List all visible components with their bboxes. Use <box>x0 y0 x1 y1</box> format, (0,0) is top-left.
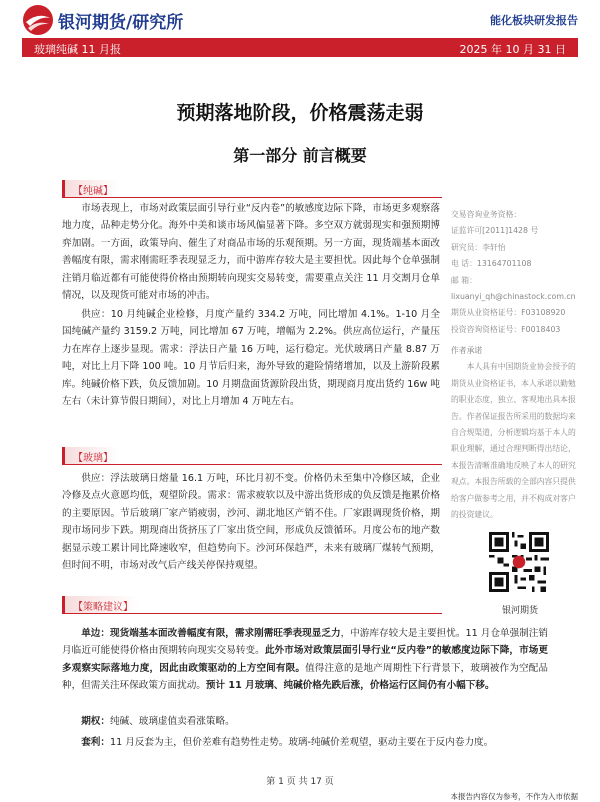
options-text: 纯碱、玻璃虚值卖看涨策略。 <box>109 716 235 727</box>
section-tag-strategy: 【策略建议】 <box>62 596 139 613</box>
report-series: 玻璃纯碱 11 月报 <box>34 43 121 56</box>
strategy-options <box>62 713 548 730</box>
analyst-info <box>451 207 581 338</box>
license-number: 证监许可[2011]1428 号 <box>451 226 539 236</box>
page-mid: 页 共 <box>286 777 308 787</box>
page-number <box>0 774 600 787</box>
soda-paragraph-supply: 供应：10 月纯碱企业检修，月度产量约 334.2 万吨，同比增加 4.1%。1-10 月全国纯碱产量约 3159.2 万吨，同比增加 67 万吨，增幅为 2.2%。供应高位运行，产量压力在库存上逐步显现。需求：浮法日产量 16 万吨，运行稳定。光伏玻璃日产量 8.87 万吨，对比上月下降 100 吨。10 月节后归来，海外导致的避险情绪增加，以及上游阶段累库。纯碱价格下跌，负反馈加剧。10 月期盘面货源阶段出货，期现商月度出货约 16w 吨左右（未计算节假日期间），对比上月增加 4 万吨左右。 <box>62 309 440 408</box>
page-current: 1 <box>278 777 284 787</box>
footer-disclaimer: 本报告内容仅为参考，不作为入市依据 <box>450 792 578 801</box>
report-date: 2025 年 10 月 31 日 <box>459 43 566 56</box>
unilateral-text-2: 值得注意的是地产周期性下行背景下，玻璃被作为空配品种，但需关注环保政策方面扰动。 <box>62 662 549 692</box>
page-prefix: 第 <box>266 777 276 787</box>
options-label: 期权： <box>81 716 110 727</box>
email-address: lixuanyi_qh@chinastock.com.cn <box>451 292 576 302</box>
unilateral-label: 单边： <box>81 628 111 639</box>
arbitrage-text: 11 月反套为主，但价差难有趋势性走势。玻璃-纯碱价差观望，驱动主要在于反内卷力度。 <box>109 737 494 748</box>
strategy-unilateral <box>62 625 548 695</box>
page-total: 17 <box>310 777 322 787</box>
soda-paragraph-market: 市场表现上，市场对政策层面引导行业“反内卷”的敏感度边际下降，市场更多观察落地力度，品种走势分化。海外中美和谈市场风偏显著下降。多空双方就弱现实和强预期博弈加剧。一方面，政策导向、催生了对商品市场的乐观预期。另一方面，现货端基本面改善幅度有限，需求刚需旺季表现显乏力，而中游库存较大是主要担忧。因此每个仓单强制注销月临近都有可能使得价格由预期转向现实交易转变，需要重点关注 11 月交割月仓单情况，以及现货可能对市场的冲击。 <box>62 203 440 302</box>
qr-code-icon <box>489 532 549 592</box>
futures-license: 期货从业资格证号：F03108920 <box>451 308 566 318</box>
section-divider <box>62 613 442 614</box>
page-header <box>0 0 600 60</box>
arbitrage-label: 套利： <box>81 737 110 748</box>
brand-suffix: 研究所 <box>132 13 184 33</box>
qualification-label: 交易咨询业务资格： <box>451 210 522 219</box>
unilateral-bold-text-2: 此外市场对政策层面引导行业“反内卷”的敏感度边际下降，市场更多观察实际落地力度，因此由政策驱动的上方空间有限。 <box>62 645 548 674</box>
brand-separator: / <box>126 13 133 33</box>
section-divider <box>62 197 442 198</box>
page-suffix: 页 <box>324 777 334 787</box>
galaxy-futures-logo-icon <box>22 4 54 36</box>
unilateral-text: ，中游库存较大是主要担忧。11 月仓单强制注销月临近可能使得价格由预期转向现实交易转变。 <box>62 628 548 657</box>
section-divider <box>62 464 442 465</box>
researcher: 研究员：李轩怡 <box>451 242 506 252</box>
strategy-arbitrage <box>62 734 548 751</box>
section-tag-glass: 【玻璃】 <box>62 447 119 464</box>
glass-paragraph-supply: 供应：浮法玻璃日熔量 16.1 万吨，环比月初不变。价格仍未至集中冷修区域，企业冷修及点火意愿均低，观望阶段。需求：需求疲软以及中游出货形成的负反馈是拖累价格的主要原因。节后玻璃厂家产销疲弱，沙河、湖北地区产销不佳。厂家跟调现货价格，期现市场同步下跌。期现商出货挤压了厂家出货空间，形成负反馈循环。月度公布的地产数据显示竣工累计同比降速收窄，但趋势向下。沙河环保趋严，未来有玻璃厂煤转气预期，但时间不明，市场对改气后产线关停保持观望。 <box>62 473 440 572</box>
page-title: 预期落地阶段，价格震荡走弱 <box>176 102 424 124</box>
brand-title <box>58 8 183 33</box>
advisory-license: 投资咨询资格证号：F0018403 <box>451 324 561 334</box>
unilateral-bold-text-3: 预计 11 月玻璃、纯碱价格先跌后涨，价格运行区间仍有小幅下移。 <box>205 680 495 692</box>
email-label: 邮 箱： <box>451 275 477 285</box>
section-tag-soda: 【纯碱】 <box>62 180 119 197</box>
statement-heading: 作者承诺 <box>451 346 483 355</box>
author-statement <box>451 343 581 523</box>
qr-caption: 银河期货 <box>501 606 538 616</box>
phone: 电 话：13164701108 <box>451 259 532 269</box>
section-subtitle: 第一部分 前言概要 <box>233 146 367 165</box>
brand-name: 银河期货 <box>58 13 126 33</box>
unilateral-bold-text: 现货端基本面改善幅度有限，需求刚需旺季表现显乏力 <box>110 628 341 639</box>
statement-text: 本人具有中国期货业协会授予的期货从业资格证书，本人承诺以勤勉的职业态度，独立、客观地出具本报告。作者保证报告所采用的数据均来自合规渠道，分析逻辑均基于本人的职业理解，通过合理判断得出结论，本报告清晰准确地反映了本人的研究观点。本报告所载的全部内容只提供给客户做参考之用，并不构成对客户的投资建议。 <box>451 362 576 520</box>
report-type: 能化板块研发报告 <box>490 14 578 27</box>
header-bar <box>22 38 578 57</box>
